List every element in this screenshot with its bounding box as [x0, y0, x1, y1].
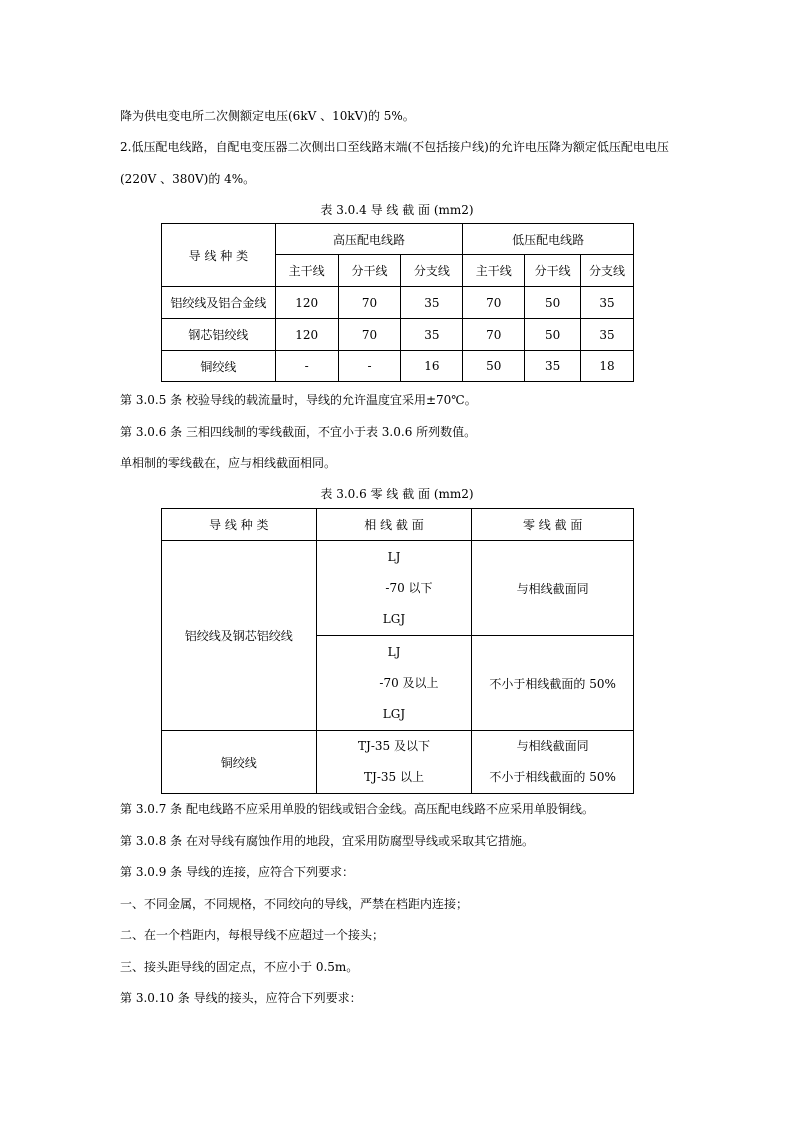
- phase-line: LGJ: [382, 611, 406, 626]
- subheader: 分支线: [581, 255, 634, 287]
- clause-3-0-10: 第 3.0.10 条 导线的接头，应符合下列要求：: [120, 991, 362, 1005]
- header-phase-section: 相 线 截 面: [316, 509, 472, 541]
- phase-cell: [316, 541, 472, 636]
- table-row: [162, 541, 634, 636]
- clause-3-0-8: 第 3.0.8 条 在对导线有腐蚀作用的地段，宜采用防腐型导线或采取其它措施。: [120, 834, 534, 848]
- table1-caption: 表 3.0.4 导 线 截 面 (mm2): [320, 203, 474, 217]
- neutral-line: 不小于相线截面的 50%: [489, 770, 616, 784]
- clause-3-0-7: 第 3.0.7 条 配电线路不应采用单股的铝线或铝合金线。高压配电线路不应采用单股铜线。: [120, 802, 594, 816]
- phase-line: -70 及以上: [379, 675, 439, 690]
- intro-line-3: (220V 、380V)的 4%。: [120, 172, 256, 186]
- phase-line: LJ: [387, 549, 401, 564]
- subheader: 分支线: [401, 255, 463, 287]
- neutral-section-table: [161, 508, 634, 794]
- header-neutral-section: 零 线 截 面: [472, 509, 634, 541]
- phase-line: TJ-35 及以下: [358, 739, 430, 753]
- cell: 16: [401, 351, 463, 382]
- phase-line: -70 以下: [385, 580, 433, 595]
- neutral-cell: 与相线截面同: [472, 541, 634, 636]
- intro-line-2: 2.低压配电线路，自配电变压器二次侧出口至线路末端(不包括接户线)的允许电压降为额定低压配电电压: [120, 140, 669, 154]
- neutral-line: 与相线截面同: [516, 739, 589, 753]
- conductor-section-table: [161, 223, 634, 382]
- table-row: [162, 319, 634, 351]
- subheader: 分干线: [525, 255, 581, 287]
- cell: 120: [275, 287, 338, 319]
- header-high-voltage: 高压配电线路: [275, 224, 463, 255]
- phase-line: LJ: [387, 644, 401, 659]
- cell: 70: [463, 287, 525, 319]
- cell: 70: [338, 287, 401, 319]
- phase-cell: [316, 636, 472, 731]
- cell: 70: [463, 319, 525, 351]
- clause-3-0-9: 第 3.0.9 条 导线的连接，应符合下列要求：: [120, 865, 354, 879]
- cell: 50: [463, 351, 525, 382]
- cell: 35: [401, 287, 463, 319]
- header-conductor-type: 导 线 种 类: [162, 224, 276, 287]
- cell: 120: [275, 319, 338, 351]
- header-conductor-type: 导 线 种 类: [162, 509, 317, 541]
- cell: 35: [581, 287, 634, 319]
- table-row: [162, 351, 634, 382]
- subheader: 主干线: [275, 255, 338, 287]
- phase-line: TJ-35 以上: [364, 770, 424, 784]
- requirement-1: 一、不同金属，不同规格，不同绞向的导线，严禁在档距内连接；: [120, 897, 469, 911]
- cell: 18: [581, 351, 634, 382]
- row-label: 铜绞线: [162, 731, 317, 794]
- row-label: 铜绞线: [162, 351, 276, 382]
- neutral-cell: [472, 731, 634, 794]
- table-row: [162, 731, 634, 794]
- cell: 50: [525, 287, 581, 319]
- cell: -: [338, 351, 401, 382]
- requirement-3: 三、接头距导线的固定点，不应小于 0.5m。: [120, 960, 359, 974]
- header-low-voltage: 低压配电线路: [463, 224, 634, 255]
- phase-cell: [316, 731, 472, 794]
- neutral-cell: 不小于相线截面的 50%: [472, 636, 634, 731]
- cell: 35: [581, 319, 634, 351]
- row-label: 钢芯铝绞线: [162, 319, 276, 351]
- requirement-2: 二、在一个档距内，每根导线不应超过一个接头；: [120, 928, 385, 942]
- table-row: [162, 287, 634, 319]
- clause-3-0-5: 第 3.0.5 条 校验导线的载流量时，导线的允许温度宜采用±70℃。: [120, 393, 477, 407]
- subheader: 主干线: [463, 255, 525, 287]
- row-label: 铝绞线及钢芯铝绞线: [162, 541, 317, 731]
- cell: -: [275, 351, 338, 382]
- intro-line-1: 降为供电变电所二次侧额定电压(6kV 、10kV)的 5%。: [120, 109, 415, 123]
- cell: 50: [525, 319, 581, 351]
- clause-3-0-6: 第 3.0.6 条 三相四线制的零线截面，不宜小于表 3.0.6 所列数值。: [120, 425, 477, 439]
- subheader: 分干线: [338, 255, 401, 287]
- cell: 35: [525, 351, 581, 382]
- cell: 70: [338, 319, 401, 351]
- cell: 35: [401, 319, 463, 351]
- clause-3-0-6-note: 单相制的零线截在，应与相线截面相同。: [120, 456, 337, 470]
- phase-line: LGJ: [382, 706, 406, 721]
- row-label: 铝绞线及铝合金线: [162, 287, 276, 319]
- table2-caption: 表 3.0.6 零 线 截 面 (mm2): [320, 487, 474, 501]
